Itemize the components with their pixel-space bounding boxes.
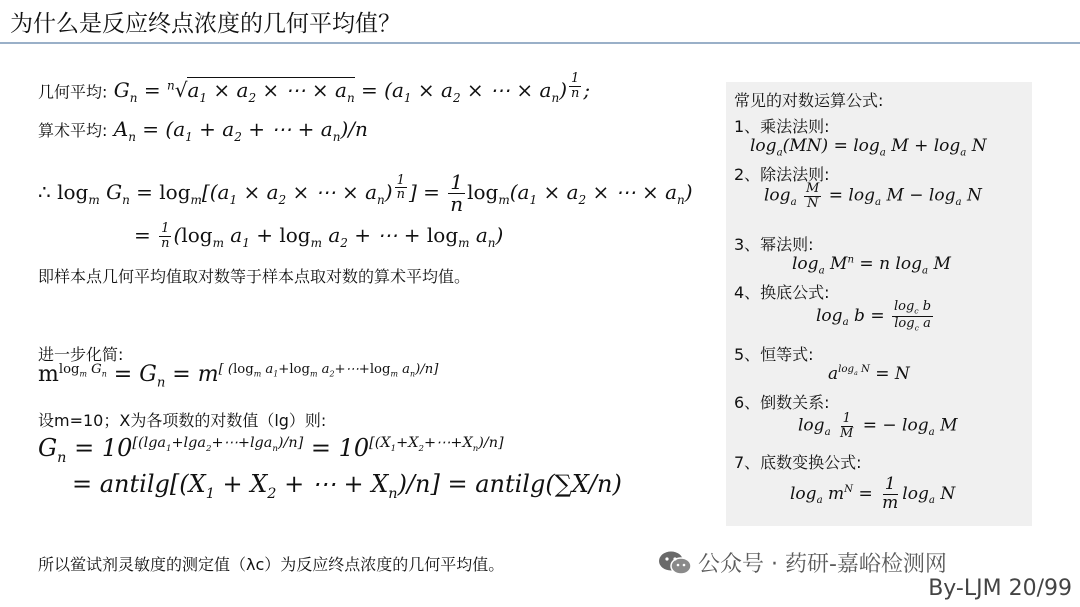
rule-formula-1: $\log_a(MN) = \log_a M + \log_a N$ bbox=[750, 136, 987, 159]
antilog-formula-line-1: $G_n = 10[(\lg a1+\lg a2+\cdots+lgan)/n] = 10[(X1+X2+\cdots+Xn)/n]$ bbox=[38, 434, 504, 466]
rule-label-7: 7、底数变换公式: bbox=[734, 453, 862, 472]
simplify-label: 进一步化简: bbox=[38, 345, 124, 364]
rule-label-3: 3、幂法则: bbox=[734, 235, 814, 254]
simplify-formula: $m^{log_m G_n} = G_n = m[ (\log m a1+\log m a2+\cdots+\log m an)/n]$ bbox=[38, 362, 439, 391]
rule-formula-3: $\log_a M^n = n$ $\log_a M$ bbox=[792, 254, 951, 277]
rule-formula-5: $a^{log_a N} = N$ bbox=[828, 364, 910, 384]
rule-label-4: 4、换底公式: bbox=[734, 283, 830, 302]
geometric-mean-formula: 几何平均: $G_n = ^n√a_1 \times a_2$ × ⋯ × $a_n = (a_1 \times a_2$ × ⋯ × $a_n$) $^{\frac{1}{n}}$ ; bbox=[38, 71, 591, 106]
rule-formula-4: $\log_a b$ = $\frac{\log_c b}{\log_c a}$ bbox=[816, 299, 932, 333]
log-derivation-line-1: ∴ $\log_m G_n = \log_m[(a_1 \times a_2$ × ⋯ × $a_n$) $^{\frac{1}{n}}$ ] = $\frac{1}{n}$ $\log_m(a_1 \times a_2$ × ⋯ × $a_n$) bbox=[38, 170, 693, 216]
arithmetic-mean-label: 算术平均: bbox=[38, 121, 108, 140]
rule-label-5: 5、恒等式: bbox=[734, 345, 814, 364]
panel-title: 常见的对数运算公式: bbox=[734, 91, 884, 110]
rule-formula-2: $\log_a$ $\frac{M}{N}$ = $\log_a M - \log_a N$ bbox=[764, 181, 982, 211]
title-divider bbox=[0, 42, 1080, 44]
log-derivation-line-2: = $\frac{1}{n}$ ($\log_m$ $a_1 + \log_m a_2$ + ⋯ + $\log_m a_n$) bbox=[134, 221, 504, 251]
antilog-formula-line-2: = $antilg[(X_1 + X_2$ + ⋯ + $X_n)/n$] = antilg(∑X/n) bbox=[72, 470, 622, 502]
rule-label-6: 6、倒数关系: bbox=[734, 393, 830, 412]
set-label: 设m=10；X为各项数的对数值（lg）则: bbox=[38, 411, 327, 430]
rule-formula-7: $\log_a m^N$ = $\frac{1}{m}$ $\log_a N$ bbox=[790, 474, 956, 513]
final-note: 所以鲎试剂灵敏度的测定值（λc）为反应终点浓度的几何平均值。 bbox=[38, 555, 505, 574]
wechat-icon bbox=[658, 550, 692, 576]
page-title: 为什么是反应终点浓度的几何平均值？ bbox=[10, 11, 401, 37]
conclusion-text: 即样本点几何平均值取对数等于样本点取对数的算术平均值。 bbox=[38, 267, 471, 286]
arithmetic-mean-formula: 算术平均: $A_n = (a_1 + a_2$ + ⋯ + $a_n)/n$ bbox=[38, 117, 368, 144]
page-number: By-LJM 20/99 bbox=[928, 576, 1072, 601]
rule-formula-6: $\log_a$ $\frac{1}{M}$ = − $\log_a M$ bbox=[798, 411, 958, 441]
watermark bbox=[658, 547, 947, 578]
geometric-mean-label: 几何平均: bbox=[38, 82, 108, 102]
log-rules-panel bbox=[726, 82, 1032, 526]
rule-label-2: 2、除法法则: bbox=[734, 165, 830, 184]
rule-label-1: 1、乘法法则: bbox=[734, 117, 830, 136]
watermark-text: 公众号 · 药研-嘉峪检测网 bbox=[698, 552, 947, 577]
